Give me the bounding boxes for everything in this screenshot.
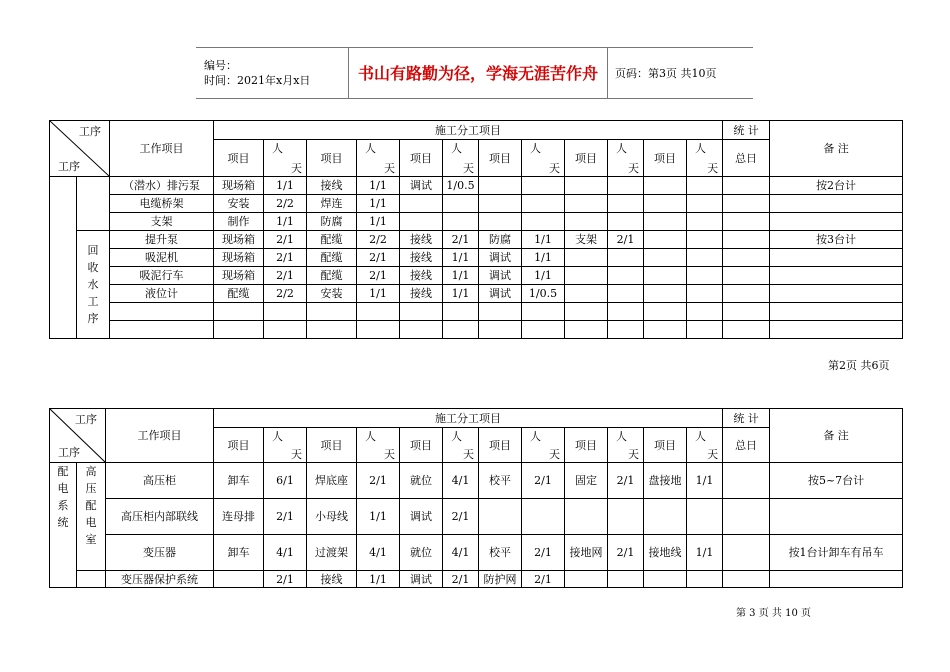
task-cell <box>644 267 687 285</box>
tian-label: 天 <box>707 162 719 175</box>
person-day-cell: 6/1 <box>264 463 307 499</box>
person-day-cell: 1/1 <box>357 177 400 195</box>
table-row <box>50 303 903 321</box>
person-day-cell: 4/1 <box>264 535 307 571</box>
total-header: 总日 <box>723 428 770 463</box>
code-label: 编号： <box>204 59 237 72</box>
person-day-cell: 1/1 <box>522 231 565 249</box>
task-cell: 校平 <box>479 535 522 571</box>
task-cell: 支架 <box>565 231 608 249</box>
person-day-cell: 4/1 <box>443 535 479 571</box>
remark-cell: 按3台计 <box>770 231 903 249</box>
person-day-cell: 2/1 <box>522 463 565 499</box>
table-2 <box>49 408 903 588</box>
work-item-cell: 高压柜 <box>106 463 214 499</box>
work-item-cell: 提升泵 <box>110 231 214 249</box>
task-cell <box>644 303 687 321</box>
tian-label: 天 <box>463 448 474 461</box>
person-day-cell: 1/1 <box>357 571 400 588</box>
corner-cell <box>50 121 110 177</box>
task-cell: 接线 <box>400 267 443 285</box>
work-item-cell: 支架 <box>110 213 214 231</box>
work-item-header: 工作项目 <box>106 409 214 463</box>
total-cell <box>723 267 770 285</box>
task-cell <box>479 213 522 231</box>
task-cell: 现场箱 <box>214 177 264 195</box>
construction-header: 施工分工项目 <box>214 409 723 428</box>
item-header: 项目 <box>479 140 522 177</box>
corner-bottom-label: 工序 <box>58 160 80 173</box>
person-day-cell: 2/1 <box>443 231 479 249</box>
task-cell <box>307 321 357 339</box>
total-cell <box>723 463 770 499</box>
task-cell: 连母排 <box>214 499 264 535</box>
table-1 <box>49 120 903 339</box>
total-cell <box>723 213 770 231</box>
person-day-cell <box>687 195 723 213</box>
stats-header: 统 计 <box>723 121 770 140</box>
task-cell <box>565 499 608 535</box>
person-day-header <box>357 428 400 463</box>
ren-label: 人 <box>365 430 376 443</box>
table-row <box>50 213 903 231</box>
work-item-header: 工作项目 <box>110 121 214 177</box>
task-cell: 调试 <box>479 267 522 285</box>
person-day-cell <box>443 213 479 231</box>
task-cell <box>644 321 687 339</box>
tian-label: 天 <box>463 162 474 175</box>
remark-cell <box>770 285 903 303</box>
table-row <box>50 285 903 303</box>
remark-cell <box>770 267 903 285</box>
table-row <box>50 195 903 213</box>
table-row <box>50 249 903 267</box>
task-cell <box>565 249 608 267</box>
person-day-cell: 2/2 <box>264 285 307 303</box>
person-day-cell <box>608 303 644 321</box>
total-cell <box>723 231 770 249</box>
task-cell: 固定 <box>565 463 608 499</box>
person-day-cell <box>608 321 644 339</box>
header-left <box>196 48 348 98</box>
work-item-cell: 变压器保护系统 <box>106 571 214 588</box>
item-header: 项目 <box>644 140 687 177</box>
task-cell <box>644 571 687 588</box>
person-day-header <box>357 140 400 177</box>
task-cell: 配缆 <box>214 285 264 303</box>
table-row <box>50 571 903 588</box>
subprocess-blank-cell <box>77 177 110 231</box>
person-day-cell <box>443 321 479 339</box>
process-blank-cell <box>50 177 77 339</box>
item-header: 项目 <box>214 140 264 177</box>
tian-label: 天 <box>549 162 560 175</box>
task-cell: 盘接地 <box>644 463 687 499</box>
tian-label: 天 <box>628 448 639 461</box>
task-cell: 调试 <box>479 285 522 303</box>
total-cell <box>723 285 770 303</box>
person-day-header <box>687 428 723 463</box>
person-day-cell <box>608 249 644 267</box>
table-row <box>50 535 903 571</box>
remark-cell <box>770 249 903 267</box>
task-cell <box>565 571 608 588</box>
tian-label: 天 <box>384 162 395 175</box>
task-cell: 接地网 <box>565 535 608 571</box>
person-day-cell: 1/1 <box>357 195 400 213</box>
task-cell <box>479 303 522 321</box>
person-day-cell: 1/1 <box>522 249 565 267</box>
remark-cell: 按2台计 <box>770 177 903 195</box>
person-day-cell <box>608 499 644 535</box>
task-cell <box>565 213 608 231</box>
task-cell: 接线 <box>400 285 443 303</box>
work-item-cell: 吸泥行车 <box>110 267 214 285</box>
person-day-cell: 1/1 <box>264 213 307 231</box>
person-day-header <box>522 140 565 177</box>
person-day-header <box>608 428 644 463</box>
person-day-cell: 1/1 <box>357 285 400 303</box>
person-day-cell: 1/1 <box>522 267 565 285</box>
person-day-header <box>443 428 479 463</box>
task-cell: 过渡架 <box>307 535 357 571</box>
person-day-header <box>608 140 644 177</box>
person-day-cell: 2/1 <box>522 535 565 571</box>
person-day-cell <box>522 177 565 195</box>
task-cell: 接线 <box>400 249 443 267</box>
person-day-cell <box>608 213 644 231</box>
ren-label: 人 <box>272 142 283 155</box>
table-row <box>50 463 903 499</box>
total-cell <box>723 303 770 321</box>
task-cell <box>400 213 443 231</box>
person-day-cell: 4/1 <box>443 463 479 499</box>
motto: 书山有路勤为径，学海无涯苦作舟 <box>348 48 608 98</box>
corner-top-label: 工序 <box>75 413 97 426</box>
total-cell <box>723 571 770 588</box>
table-row <box>50 499 903 535</box>
task-cell: 调试 <box>400 177 443 195</box>
system-label: 配电系统 <box>57 465 69 529</box>
remark-cell <box>770 499 903 535</box>
person-day-cell <box>443 303 479 321</box>
person-day-cell: 2/1 <box>443 499 479 535</box>
task-cell: 防腐 <box>479 231 522 249</box>
ren-label: 人 <box>616 430 627 443</box>
remark-cell <box>770 195 903 213</box>
person-day-cell <box>443 195 479 213</box>
person-day-cell: 1/1 <box>357 213 400 231</box>
person-day-cell: 1/1 <box>264 177 307 195</box>
task-cell: 调试 <box>479 249 522 267</box>
task-cell: 安装 <box>214 195 264 213</box>
task-cell: 现场箱 <box>214 231 264 249</box>
person-day-cell: 2/1 <box>264 231 307 249</box>
person-day-cell <box>264 303 307 321</box>
ren-label: 人 <box>272 430 283 443</box>
person-day-cell: 1/1 <box>443 267 479 285</box>
tian-label: 天 <box>291 448 302 461</box>
person-day-cell <box>687 249 723 267</box>
task-cell <box>214 321 264 339</box>
page-mark-1: 第2页 共6页 <box>828 359 890 372</box>
person-day-cell <box>687 499 723 535</box>
ren-label: 人 <box>695 430 706 443</box>
item-header: 项目 <box>479 428 522 463</box>
person-day-cell: 2/1 <box>264 249 307 267</box>
person-day-cell: 1/1 <box>687 535 723 571</box>
work-item-cell: （潜水）排污泵 <box>110 177 214 195</box>
person-day-cell: 2/1 <box>608 535 644 571</box>
task-cell: 防腐 <box>307 213 357 231</box>
stats-header: 统 计 <box>723 409 770 428</box>
ren-label: 人 <box>616 142 627 155</box>
work-item-cell <box>110 303 214 321</box>
task-cell <box>400 303 443 321</box>
task-cell: 校平 <box>479 463 522 499</box>
work-item-cell: 高压柜内部联线 <box>106 499 214 535</box>
task-cell: 制作 <box>214 213 264 231</box>
task-cell: 焊连 <box>307 195 357 213</box>
tian-label: 天 <box>549 448 560 461</box>
task-cell: 接地线 <box>644 535 687 571</box>
table-row <box>50 231 903 249</box>
task-cell <box>644 213 687 231</box>
person-day-header <box>264 428 307 463</box>
person-day-cell: 2/1 <box>443 571 479 588</box>
person-day-cell: 2/1 <box>264 571 307 588</box>
remarks-header: 备 注 <box>770 121 903 177</box>
task-cell <box>400 195 443 213</box>
system-label-cell <box>50 463 77 588</box>
task-cell: 安装 <box>307 285 357 303</box>
work-item-cell: 液位计 <box>110 285 214 303</box>
task-cell <box>644 231 687 249</box>
person-day-cell <box>687 285 723 303</box>
ren-label: 人 <box>695 142 706 155</box>
person-day-header <box>522 428 565 463</box>
person-day-cell <box>357 321 400 339</box>
person-day-cell: 1/1 <box>443 249 479 267</box>
task-cell <box>644 285 687 303</box>
task-cell <box>479 321 522 339</box>
person-day-cell <box>608 285 644 303</box>
task-cell <box>644 195 687 213</box>
room-label-cell <box>77 463 106 571</box>
person-day-cell: 4/1 <box>357 535 400 571</box>
total-cell <box>723 321 770 339</box>
person-day-header <box>264 140 307 177</box>
task-cell: 配缆 <box>307 231 357 249</box>
person-day-cell <box>687 571 723 588</box>
task-cell <box>479 499 522 535</box>
ren-label: 人 <box>451 430 462 443</box>
construction-header: 施工分工项目 <box>214 121 723 140</box>
person-day-cell <box>608 177 644 195</box>
person-day-cell: 2/1 <box>357 463 400 499</box>
task-cell: 调试 <box>400 499 443 535</box>
remark-cell <box>770 213 903 231</box>
person-day-cell: 1/1 <box>443 285 479 303</box>
total-cell <box>723 499 770 535</box>
person-day-cell: 2/1 <box>264 499 307 535</box>
task-cell: 现场箱 <box>214 267 264 285</box>
person-day-cell <box>522 321 565 339</box>
remark-cell <box>770 303 903 321</box>
remark-cell: 按1台计卸车有吊车 <box>770 535 903 571</box>
person-day-cell: 1/1 <box>687 463 723 499</box>
person-day-cell <box>687 177 723 195</box>
ren-label: 人 <box>365 142 376 155</box>
person-day-cell <box>522 195 565 213</box>
item-header: 项目 <box>565 140 608 177</box>
person-day-cell: 2/1 <box>264 267 307 285</box>
time-label: 时间：2021年x月x日 <box>204 74 311 87</box>
person-day-cell <box>687 321 723 339</box>
person-day-cell <box>522 499 565 535</box>
person-day-cell <box>357 303 400 321</box>
total-cell <box>723 195 770 213</box>
room-label: 高压配电室 <box>85 465 97 546</box>
total-header: 总日 <box>723 140 770 177</box>
page-mark-2: 第 3 页 共 10 页 <box>736 608 811 619</box>
room-blank-cell <box>77 571 106 588</box>
task-cell <box>479 195 522 213</box>
task-cell: 接线 <box>400 231 443 249</box>
table-row <box>50 267 903 285</box>
person-day-header <box>443 140 479 177</box>
task-cell: 配缆 <box>307 267 357 285</box>
remark-cell <box>770 321 903 339</box>
task-cell <box>565 195 608 213</box>
task-cell <box>644 177 687 195</box>
task-cell <box>307 303 357 321</box>
tian-label: 天 <box>384 448 395 461</box>
corner-bottom-label: 工序 <box>58 446 80 459</box>
item-header: 项目 <box>400 140 443 177</box>
task-cell <box>644 249 687 267</box>
task-cell <box>214 303 264 321</box>
task-cell: 焊底座 <box>307 463 357 499</box>
task-cell <box>479 177 522 195</box>
remarks-header: 备 注 <box>770 409 903 463</box>
task-cell: 调试 <box>400 571 443 588</box>
total-cell <box>723 535 770 571</box>
item-header: 项目 <box>565 428 608 463</box>
task-cell: 防护网 <box>479 571 522 588</box>
task-cell <box>565 267 608 285</box>
item-header: 项目 <box>400 428 443 463</box>
person-day-cell <box>522 213 565 231</box>
document-header <box>196 47 753 99</box>
task-cell <box>565 303 608 321</box>
task-cell <box>400 321 443 339</box>
total-cell <box>723 249 770 267</box>
remark-cell <box>770 571 903 588</box>
person-day-cell: 2/2 <box>357 231 400 249</box>
table-row <box>50 321 903 339</box>
person-day-cell: 2/1 <box>608 231 644 249</box>
item-header: 项目 <box>644 428 687 463</box>
work-item-cell <box>110 321 214 339</box>
task-cell: 配缆 <box>307 249 357 267</box>
tian-label: 天 <box>291 162 302 175</box>
ren-label: 人 <box>530 142 541 155</box>
person-day-cell: 1/0.5 <box>522 285 565 303</box>
person-day-cell <box>608 571 644 588</box>
work-item-cell: 变压器 <box>106 535 214 571</box>
person-day-cell: 1/0.5 <box>443 177 479 195</box>
person-day-cell <box>608 195 644 213</box>
person-day-header <box>687 140 723 177</box>
person-day-cell: 2/2 <box>264 195 307 213</box>
task-cell <box>565 177 608 195</box>
task-cell <box>644 499 687 535</box>
task-cell <box>565 285 608 303</box>
task-cell: 卸车 <box>214 463 264 499</box>
task-cell: 小母线 <box>307 499 357 535</box>
section-label: 回收水工序 <box>87 244 99 325</box>
work-item-cell: 电缆桥架 <box>110 195 214 213</box>
person-day-cell: 2/1 <box>608 463 644 499</box>
tian-label: 天 <box>707 448 719 461</box>
ren-label: 人 <box>451 142 462 155</box>
person-day-cell <box>608 267 644 285</box>
person-day-cell <box>687 231 723 249</box>
total-cell <box>723 177 770 195</box>
person-day-cell <box>687 267 723 285</box>
table-row <box>50 177 903 195</box>
person-day-cell: 2/1 <box>357 267 400 285</box>
person-day-cell <box>522 303 565 321</box>
remark-cell: 按5~7台计 <box>770 463 903 499</box>
task-cell: 卸车 <box>214 535 264 571</box>
task-cell: 现场箱 <box>214 249 264 267</box>
task-cell: 接线 <box>307 571 357 588</box>
person-day-cell <box>687 303 723 321</box>
task-cell <box>565 321 608 339</box>
item-header: 项目 <box>307 140 357 177</box>
page-label: 页码：第3页 共10页 <box>615 66 717 80</box>
item-header: 项目 <box>214 428 264 463</box>
task-cell: 就位 <box>400 463 443 499</box>
ren-label: 人 <box>530 430 541 443</box>
person-day-cell: 2/1 <box>357 249 400 267</box>
work-item-cell: 吸泥机 <box>110 249 214 267</box>
person-day-cell: 2/1 <box>522 571 565 588</box>
person-day-cell <box>687 213 723 231</box>
corner-top-label: 工序 <box>79 125 101 138</box>
item-header: 项目 <box>307 428 357 463</box>
task-cell: 接线 <box>307 177 357 195</box>
person-day-cell <box>264 321 307 339</box>
task-cell <box>214 571 264 588</box>
corner-cell <box>50 409 106 463</box>
section-label-cell <box>77 231 110 339</box>
person-day-cell: 1/1 <box>357 499 400 535</box>
tian-label: 天 <box>628 162 639 175</box>
task-cell: 就位 <box>400 535 443 571</box>
